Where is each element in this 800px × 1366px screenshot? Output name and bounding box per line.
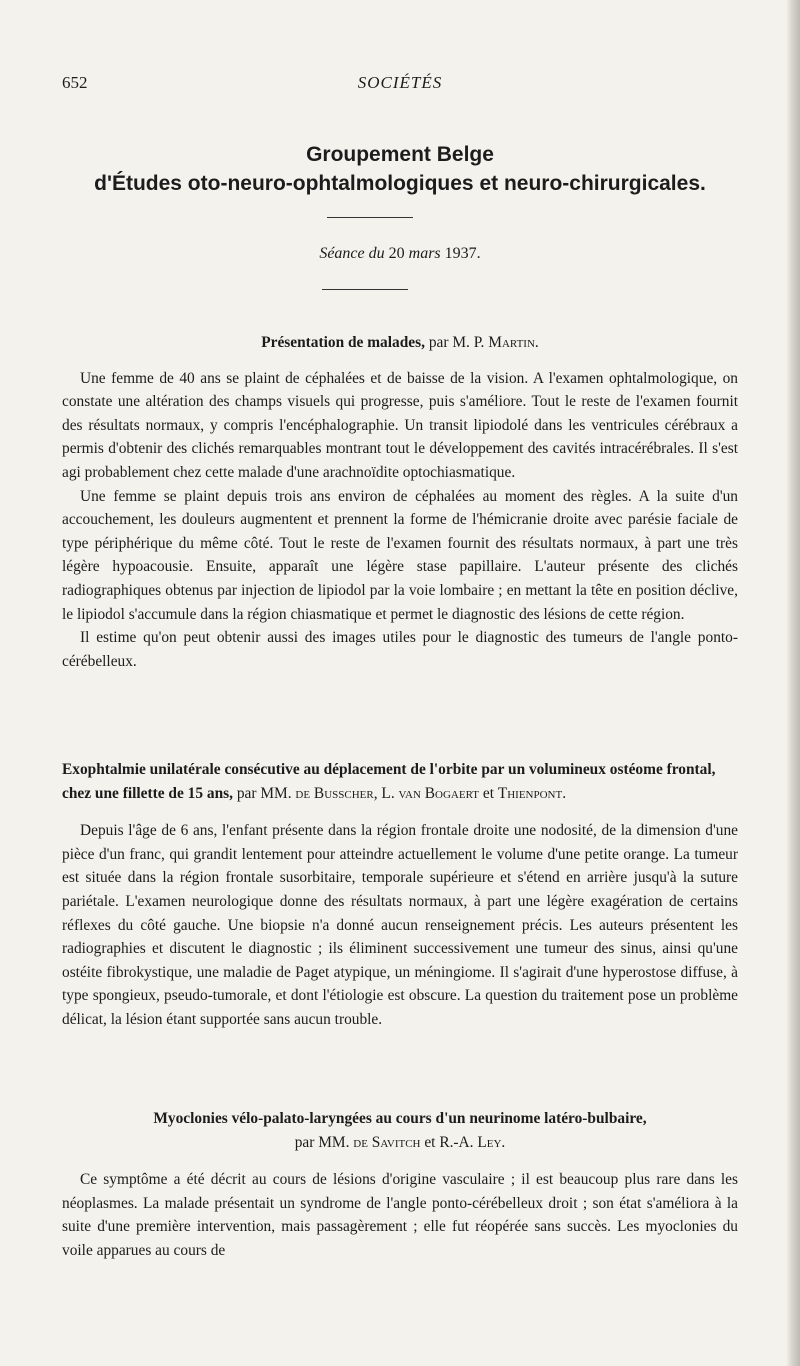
section-heading: Myoclonies vélo-palato-laryngées au cours d'un neurinome latéro-bulbaire, par MM. de Savitch et R.-A. Ley. — [153, 1110, 647, 1151]
page-edge-shadow — [786, 0, 800, 1366]
page-header — [62, 73, 738, 97]
section-exophtalmie — [62, 758, 738, 1032]
section-myoclonies — [62, 1107, 738, 1263]
running-head: SOCIÉTÉS — [357, 73, 443, 92]
paragraph: Il estime qu'on peut obtenir aussi des images utiles pour le diagnostic des tumeurs de l'angle ponto-cérébelleux. — [62, 629, 738, 670]
session-date: Séance du 20 mars 1937. — [319, 245, 481, 262]
paragraph: Ce symptôme a été décrit au cours de lésions d'origine vasculaire ; il est beaucoup plus rare dans les néoplasmes. La malade présentait un syndrome de l'angle ponto-cérébelleux droit ; son état s'améliora à la suite d'une première intervention, mais passagèrement ; elle fut réopérée sans succès. Les myoclonies du voile apparues au cours de — [62, 1171, 738, 1259]
section-presentation — [62, 331, 738, 673]
paragraph: Une femme se plaint depuis trois ans environ de céphalées au moment des règles. A la suite d'un accouchement, les douleurs augmentent et prennent la forme de l'hémicranie droite avec parésie faciale de type périphérique du même côté. Tout le reste de l'examen fournit des résultats normaux, à part une très légère hypoacousie. Ensuite, apparaît une légère stase papillaire. L'auteur présente des clichés radiographiques obtenus par injection de lipiodol par la voie lombaire ; en mettant la tête en position déclive, le lipiodol s'accumule dans la région chiasmatique et permet le diagnostic des lésions de cette région. — [62, 487, 738, 623]
section-heading: Présentation de malades, par M. P. Martin. — [261, 334, 539, 351]
paragraph: Depuis l'âge de 6 ans, l'enfant présente dans la région frontale droite une nodosité, de la dimension d'une pièce d'un franc, qui grandit lentement pour atteindre actuellement le volume d'une petite orange. La tumeur est située dans la région frontale susorbitaire, temporale supérieure et s'étend en arrière jusqu'à la suture pariétale. L'examen neurologique donne des résultats normaux, à part une légère exagération de certains réflexes du côté gauche. Une biopsie n'a donné aucun renseignement précis. Les auteurs présentent les radiographies et discutent le diagnostic ; ils éliminent successivement une tumeur des sinus, ainsi qu'une ostéite fibrokystique, une maladie de Paget atypique, un méningiome. Il s'agirait d'une hyperostose diffuse, à type spongieux, pseudo-tumorale, et dont l'étiologie est obscure. La question du traitement pose un problème délicat, la lésion étant supportée sans aucun trouble. — [62, 822, 738, 1028]
society-title — [40, 140, 760, 198]
section-heading: Exophtalmie unilatérale consécutive au déplacement de l'orbite par un volumineux ostéome frontal, chez une fillette de 15 ans, par MM. de Busscher, L. van Bogaert et Thienpont. — [62, 761, 716, 802]
page-number: 652 — [62, 73, 88, 92]
paragraph: Une femme de 40 ans se plaint de céphalées et de baisse de la vision. A l'examen ophtalmologique, on constate une altération des champs visuels qui progresse, puis s'améliore. Tout le reste de l'examen fournit des résultats normaux, y compris l'encéphalographie. Un transit lipiodolé dans les ventricules cérébraux a permis d'obtenir des clichés remarquables montrant tout le développement des cavités intracérébrales. Il s'est agi probablement chez cette malade d'une arachnoïdite optochiasmatique. — [62, 369, 738, 481]
title-line-2: d'Études oto-neuro-ophtalmologiques et neuro-chirurgicales. — [94, 172, 706, 195]
title-line-1: Groupement Belge — [306, 143, 494, 166]
divider-rule — [322, 289, 408, 290]
divider-rule — [327, 217, 413, 218]
